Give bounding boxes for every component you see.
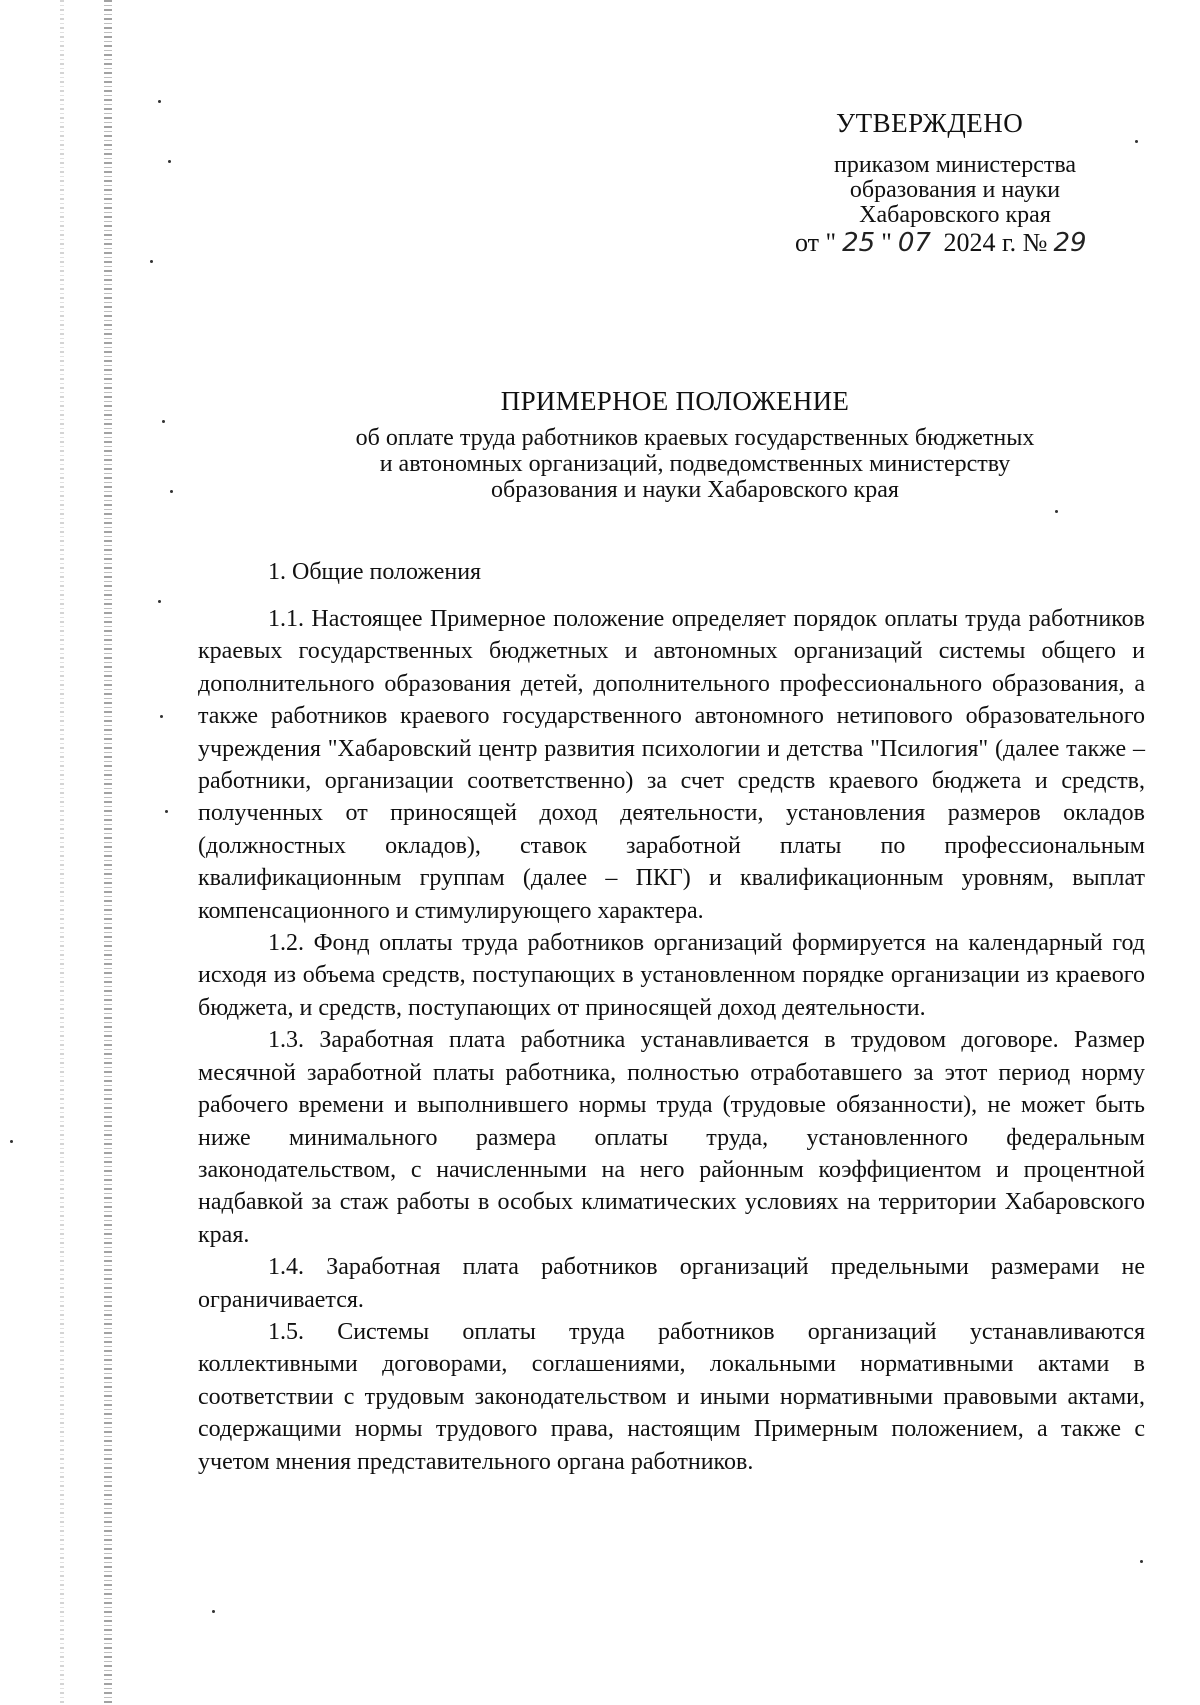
paragraph-1-5: 1.5. Системы оплаты труда работников организаций устанавливаются коллективными договорами, соглашениями, локальными нормативными актами в соответствии с трудовым законодательством и иными нормативными правовыми актами, содержащими нормы трудового права, настоящим Примерным положением, а также с учетом мнения представительного органа работников.	[198, 1318, 1145, 1475]
subtitle-line: и автономных организаций, подведомственных министерству	[379, 451, 1011, 477]
date-year: 2024 г. №	[943, 228, 1048, 257]
paragraph-1-3: 1.3. Заработная плата работника устанавливается в трудовом договоре. Размер месячной заработной платы работника, полностью отработавшего за этот период норму рабочего времени и выполнившего нормы труда (трудовые обязанности), не может быть ниже минимального размера оплаты труда, установленного федеральным законодательством, с начисленными на него районным коэффициентом и процентной надбавкой за стаж работы в особых климатических условиях на территории Хабаровского края.	[198, 1027, 1145, 1248]
scan-speck	[162, 420, 165, 423]
scan-speck	[168, 160, 171, 163]
scan-speck	[1055, 510, 1058, 513]
scan-speck	[158, 600, 161, 603]
approval-line: Хабаровского края	[859, 202, 1051, 228]
scan-speck	[165, 810, 168, 813]
section-body	[198, 603, 1145, 1478]
date-prefix: от "	[795, 228, 837, 257]
document-title: ПРИМЕРНОЕ ПОЛОЖЕНИЕ	[500, 386, 850, 416]
scan-speck	[160, 715, 163, 718]
handwritten-month: 07	[897, 228, 931, 258]
scan-margin-strip-faint	[60, 0, 64, 1705]
subtitle-line: об оплате труда работников краевых государственных бюджетных	[355, 425, 1035, 451]
approval-line: приказом министерства	[833, 152, 1077, 178]
paragraph-1-4: 1.4. Заработная плата работников организаций предельными размерами не ограничивается.	[198, 1254, 1145, 1313]
scan-speck	[212, 1610, 215, 1613]
handwritten-number: 29	[1053, 228, 1087, 258]
approval-title: УТВЕРЖДЕНО	[836, 108, 1024, 138]
document-subtitle	[290, 425, 1100, 503]
section-heading: 1. Общие положения	[268, 559, 482, 585]
scan-speck	[150, 260, 153, 263]
approval-date	[795, 228, 1093, 258]
scan-speck	[1140, 1560, 1143, 1563]
subtitle-line: образования и науки Хабаровского края	[491, 477, 899, 503]
approval-line: образования и науки	[849, 177, 1061, 203]
scan-speck	[158, 100, 161, 103]
handwritten-day: 25	[842, 228, 876, 258]
paragraph-1-2: 1.2. Фонд оплаты труда работников организаций формируется на календарный год исходя из объема средств, поступающих в установленном порядке организации из краевого бюджета, и средств, поступающих от приносящей доход деятельности.	[198, 930, 1145, 1021]
scan-speck	[10, 1140, 13, 1143]
scan-margin-strip	[104, 0, 112, 1705]
date-quote: "	[881, 228, 892, 257]
scan-speck	[170, 490, 173, 493]
paragraph-1-1: 1.1. Настоящее Примерное положение определяет порядок оплаты труда работников краевых государственных бюджетных и автономных организаций системы общего и дополнительного образования детей, дополнительного профессионального образования, а также работников краевого государственного автономного нетипового образовательного учреждения "Хабаровский центр развития психологии и детства "Псилогия" (далее также – работники, организации соответственно) за счет средств краевого бюджета и средств, полученных от приносящей доход деятельности, установления размеров окладов (должностных окладов), ставок заработной платы по профессиональным квалификационным группам (далее – ПКГ) и квалификационным уровням, выплат компенсационного и стимулирующего характера.	[198, 606, 1145, 924]
scan-speck	[1135, 140, 1138, 143]
